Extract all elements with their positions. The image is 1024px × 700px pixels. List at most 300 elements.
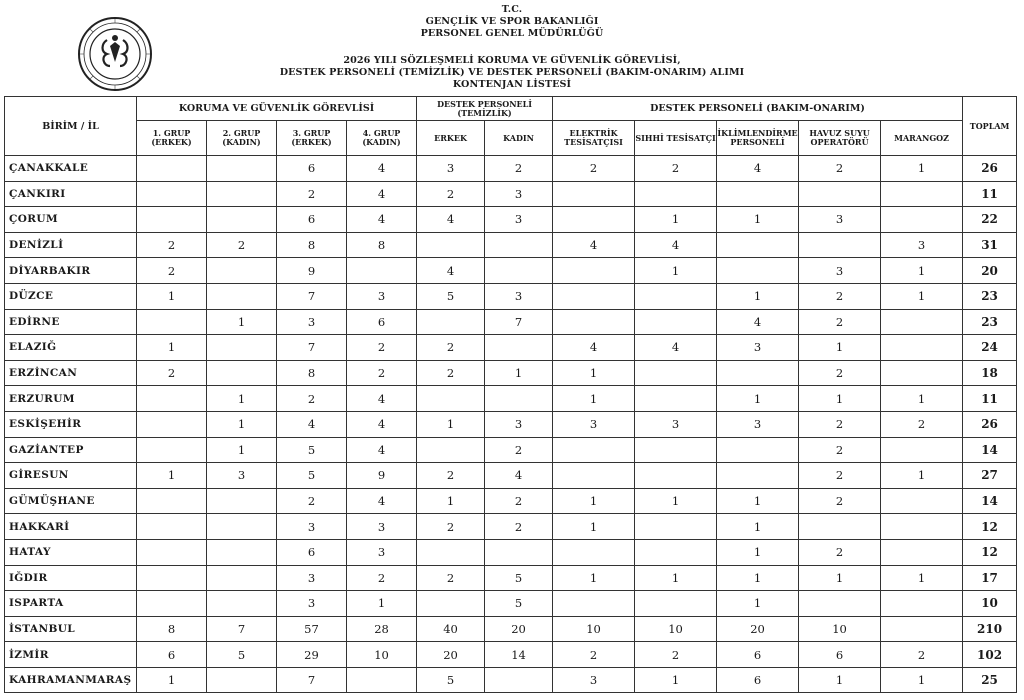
quota-cell: [881, 360, 963, 386]
quota-cell: 7: [277, 335, 347, 361]
quota-cell: 4: [717, 156, 799, 182]
quota-cell: 1: [417, 411, 485, 437]
quota-cell: [207, 565, 277, 591]
quota-cell: [207, 335, 277, 361]
row-total: 14: [963, 437, 1017, 463]
column-header: MARANGOZ: [881, 121, 963, 156]
quota-cell: 1: [553, 360, 635, 386]
quota-cell: [207, 283, 277, 309]
quota-cell: [137, 488, 207, 514]
quota-cell: [485, 386, 553, 412]
quota-cell: 4: [635, 232, 717, 258]
group-header-cleaning: DESTEK PERSONELİ (TEMİZLİK): [417, 97, 553, 121]
quota-cell: 3: [485, 283, 553, 309]
table-row: [5, 181, 1017, 207]
quota-cell: [207, 207, 277, 233]
quota-cell: 2: [799, 437, 881, 463]
quota-cell: 2: [277, 386, 347, 412]
quota-cell: [881, 335, 963, 361]
quota-cell: 9: [347, 463, 417, 489]
quota-cell: 10: [347, 642, 417, 668]
province-name: DÜZCE: [5, 283, 137, 309]
quota-cell: 2: [635, 156, 717, 182]
quota-cell: [881, 488, 963, 514]
quota-cell: 1: [137, 463, 207, 489]
quota-cell: 5: [277, 463, 347, 489]
quota-cell: 1: [485, 360, 553, 386]
quota-cell: 4: [277, 411, 347, 437]
quota-cell: 3: [485, 411, 553, 437]
quota-cell: [881, 181, 963, 207]
quota-cell: 1: [881, 283, 963, 309]
quota-cell: [553, 539, 635, 565]
quota-cell: 2: [417, 335, 485, 361]
quota-cell: [417, 539, 485, 565]
quota-cell: 6: [137, 642, 207, 668]
quota-cell: 3: [553, 667, 635, 693]
quota-cell: [717, 232, 799, 258]
quota-cell: [799, 181, 881, 207]
table-row: [5, 283, 1017, 309]
quota-cell: [881, 309, 963, 335]
row-total: 20: [963, 258, 1017, 284]
quota-cell: 2: [137, 232, 207, 258]
quota-cell: 2: [799, 463, 881, 489]
quota-cell: 2: [635, 642, 717, 668]
quota-cell: [137, 565, 207, 591]
header-line-ministry: GENÇLİK VE SPOR BAKANLIĞI: [425, 16, 599, 27]
quota-cell: [485, 539, 553, 565]
quota-cell: 3: [717, 335, 799, 361]
quota-cell: 1: [717, 565, 799, 591]
table-row: [5, 258, 1017, 284]
quota-cell: 1: [137, 283, 207, 309]
quota-cell: 4: [347, 386, 417, 412]
header-line-title-1: 2026 YILI SÖZLEŞMELİ KORUMA VE GÜVENLİK GÖREVLİSİ,: [343, 55, 681, 66]
province-name: ERZİNCAN: [5, 360, 137, 386]
row-total: 14: [963, 488, 1017, 514]
quota-cell: 2: [347, 565, 417, 591]
quota-cell: 1: [347, 591, 417, 617]
province-name: İZMİR: [5, 642, 137, 668]
quota-cell: [635, 309, 717, 335]
quota-cell: 1: [799, 335, 881, 361]
province-name: ÇANKIRI: [5, 181, 137, 207]
quota-cell: 5: [485, 591, 553, 617]
header-line-title-3: KONTENJAN LİSTESİ: [452, 79, 572, 90]
quota-cell: [207, 360, 277, 386]
quota-cell: 1: [717, 591, 799, 617]
quota-cell: 5: [277, 437, 347, 463]
quota-cell: [207, 156, 277, 182]
quota-cell: 2: [799, 360, 881, 386]
quota-cell: 10: [553, 616, 635, 642]
row-total: 23: [963, 283, 1017, 309]
quota-cell: [553, 309, 635, 335]
quota-cell: 8: [277, 232, 347, 258]
row-total: 17: [963, 565, 1017, 591]
quota-cell: 6: [717, 642, 799, 668]
province-name: ÇORUM: [5, 207, 137, 233]
quota-cell: 29: [277, 642, 347, 668]
quota-cell: [417, 386, 485, 412]
quota-cell: 1: [717, 283, 799, 309]
quota-cell: [137, 386, 207, 412]
quota-cell: [417, 591, 485, 617]
quota-cell: 1: [553, 565, 635, 591]
quota-cell: 1: [635, 258, 717, 284]
quota-cell: 3: [881, 232, 963, 258]
province-name: DENİZLİ: [5, 232, 137, 258]
quota-cell: 1: [717, 386, 799, 412]
quota-cell: [717, 181, 799, 207]
province-name: HAKKARİ: [5, 514, 137, 540]
quota-cell: 1: [635, 667, 717, 693]
quota-cell: 3: [277, 565, 347, 591]
quota-cell: 6: [799, 642, 881, 668]
quota-cell: 2: [277, 488, 347, 514]
quota-cell: [207, 514, 277, 540]
quota-cell: 6: [277, 539, 347, 565]
quota-cell: 2: [137, 258, 207, 284]
quota-cell: 8: [137, 616, 207, 642]
group-header-maintenance: DESTEK PERSONELİ (BAKIM-ONARIM): [553, 97, 963, 121]
quota-cell: [799, 232, 881, 258]
quota-cell: 2: [347, 360, 417, 386]
quota-cell: 7: [277, 667, 347, 693]
quota-cell: [553, 283, 635, 309]
quota-cell: [417, 309, 485, 335]
quota-cell: [799, 591, 881, 617]
table-row: [5, 207, 1017, 233]
province-name: IĞDIR: [5, 565, 137, 591]
quota-cell: 1: [881, 565, 963, 591]
quota-cell: [485, 667, 553, 693]
quota-cell: 2: [799, 539, 881, 565]
quota-cell: [717, 437, 799, 463]
quota-cell: 2: [417, 463, 485, 489]
quota-cell: 4: [347, 181, 417, 207]
quota-cell: 1: [207, 386, 277, 412]
row-total: 26: [963, 411, 1017, 437]
row-total: 25: [963, 667, 1017, 693]
quota-cell: 4: [347, 488, 417, 514]
quota-cell: 2: [137, 360, 207, 386]
quota-cell: 2: [417, 181, 485, 207]
quota-cell: [137, 437, 207, 463]
quota-cell: 4: [347, 156, 417, 182]
quota-cell: [717, 463, 799, 489]
quota-cell: 3: [277, 514, 347, 540]
quota-cell: [417, 232, 485, 258]
quota-cell: [485, 258, 553, 284]
quota-cell: [635, 514, 717, 540]
quota-table: [4, 96, 1017, 693]
quota-cell: 2: [799, 309, 881, 335]
quota-cell: 3: [277, 309, 347, 335]
province-name: GİRESUN: [5, 463, 137, 489]
row-total: 11: [963, 181, 1017, 207]
quota-cell: [137, 539, 207, 565]
quota-cell: 28: [347, 616, 417, 642]
quota-cell: 2: [799, 488, 881, 514]
quota-cell: [717, 258, 799, 284]
quota-cell: 5: [417, 667, 485, 693]
table-row: [5, 488, 1017, 514]
column-header: ERKEK: [417, 121, 485, 156]
quota-cell: 5: [417, 283, 485, 309]
quota-cell: 2: [799, 156, 881, 182]
quota-cell: 6: [717, 667, 799, 693]
quota-cell: 1: [717, 488, 799, 514]
quota-cell: [485, 335, 553, 361]
row-total: 23: [963, 309, 1017, 335]
table-row: [5, 232, 1017, 258]
table-row: [5, 539, 1017, 565]
header-line-tc: T.C.: [501, 4, 523, 15]
column-header: KADIN: [485, 121, 553, 156]
row-total: 12: [963, 539, 1017, 565]
row-total: 27: [963, 463, 1017, 489]
quota-cell: [635, 539, 717, 565]
quota-cell: 8: [277, 360, 347, 386]
quota-cell: 1: [137, 335, 207, 361]
quota-cell: [137, 309, 207, 335]
quota-cell: [635, 463, 717, 489]
quota-cell: 7: [207, 616, 277, 642]
province-name: EDİRNE: [5, 309, 137, 335]
quota-cell: 1: [881, 386, 963, 412]
quota-cell: 5: [207, 642, 277, 668]
quota-cell: 3: [485, 207, 553, 233]
quota-cell: [799, 514, 881, 540]
quota-cell: 4: [347, 411, 417, 437]
quota-cell: 1: [799, 386, 881, 412]
quota-cell: [553, 591, 635, 617]
quota-cell: 2: [881, 642, 963, 668]
quota-cell: 1: [635, 565, 717, 591]
quota-cell: [207, 181, 277, 207]
quota-cell: [553, 207, 635, 233]
quota-cell: [881, 207, 963, 233]
quota-cell: 1: [717, 207, 799, 233]
quota-cell: 2: [799, 283, 881, 309]
quota-cell: 9: [277, 258, 347, 284]
quota-cell: 1: [207, 309, 277, 335]
column-header: SIHHİ TESİSATÇI: [635, 121, 717, 156]
quota-cell: 2: [417, 360, 485, 386]
quota-cell: 1: [137, 667, 207, 693]
row-total: 31: [963, 232, 1017, 258]
quota-cell: [485, 232, 553, 258]
quota-cell: 2: [417, 514, 485, 540]
quota-cell: 7: [485, 309, 553, 335]
quota-cell: 14: [485, 642, 553, 668]
quota-cell: 3: [717, 411, 799, 437]
quota-cell: 1: [799, 565, 881, 591]
column-header: İKLİMLENDİRME PERSONELİ: [717, 121, 799, 156]
quota-cell: [717, 360, 799, 386]
quota-cell: 1: [881, 156, 963, 182]
quota-cell: 4: [417, 207, 485, 233]
quota-cell: 2: [485, 514, 553, 540]
quota-cell: [553, 258, 635, 284]
row-total: 102: [963, 642, 1017, 668]
quota-cell: 2: [347, 335, 417, 361]
table-row: [5, 591, 1017, 617]
quota-cell: 7: [277, 283, 347, 309]
quota-cell: [635, 437, 717, 463]
province-name: DİYARBAKIR: [5, 258, 137, 284]
quota-cell: 57: [277, 616, 347, 642]
quota-cell: [553, 181, 635, 207]
column-header: HAVUZ SUYU OPERATÖRÜ: [799, 121, 881, 156]
row-total: 24: [963, 335, 1017, 361]
quota-cell: [137, 181, 207, 207]
quota-cell: 3: [207, 463, 277, 489]
quota-cell: 2: [553, 642, 635, 668]
table-row: [5, 463, 1017, 489]
column-header: ELEKTRİK TESİSATÇISI: [553, 121, 635, 156]
quota-cell: 6: [277, 207, 347, 233]
quota-cell: 1: [553, 488, 635, 514]
quota-cell: 20: [417, 642, 485, 668]
quota-cell: [207, 539, 277, 565]
table-row: [5, 386, 1017, 412]
table-row: [5, 437, 1017, 463]
header-line-directorate: PERSONEL GENEL MÜDÜRLÜĞÜ: [420, 28, 604, 39]
quota-cell: 1: [635, 207, 717, 233]
table-row: [5, 616, 1017, 642]
quota-cell: [635, 181, 717, 207]
quota-cell: 3: [347, 283, 417, 309]
quota-cell: 6: [347, 309, 417, 335]
quota-cell: 10: [635, 616, 717, 642]
quota-cell: [347, 667, 417, 693]
quota-cell: 3: [347, 514, 417, 540]
quota-cell: [881, 437, 963, 463]
total-header: TOPLAM: [963, 97, 1017, 156]
quota-cell: 4: [347, 437, 417, 463]
column-header: 2. GRUP (KADIN): [207, 121, 277, 156]
quota-cell: [635, 386, 717, 412]
row-total: 210: [963, 616, 1017, 642]
province-name: ISPARTA: [5, 591, 137, 617]
table-row: [5, 667, 1017, 693]
row-total: 18: [963, 360, 1017, 386]
quota-cell: 6: [277, 156, 347, 182]
quota-cell: 1: [717, 514, 799, 540]
quota-cell: 1: [553, 514, 635, 540]
quota-cell: 1: [635, 488, 717, 514]
quota-cell: 4: [635, 335, 717, 361]
document-header: [0, 0, 1024, 96]
province-name: GÜMÜŞHANE: [5, 488, 137, 514]
table-row: [5, 360, 1017, 386]
quota-cell: [137, 156, 207, 182]
quota-cell: [207, 488, 277, 514]
province-name: ERZURUM: [5, 386, 137, 412]
unit-header: BİRİM / İL: [5, 97, 137, 156]
quota-cell: [635, 283, 717, 309]
quota-cell: 1: [881, 463, 963, 489]
quota-cell: 1: [553, 386, 635, 412]
quota-cell: 2: [207, 232, 277, 258]
quota-cell: [881, 591, 963, 617]
quota-cell: [881, 539, 963, 565]
table-row: [5, 309, 1017, 335]
quota-cell: 3: [553, 411, 635, 437]
row-total: 11: [963, 386, 1017, 412]
quota-cell: [417, 437, 485, 463]
province-name: ESKİŞEHİR: [5, 411, 137, 437]
quota-cell: 2: [417, 565, 485, 591]
quota-cell: 4: [717, 309, 799, 335]
row-total: 22: [963, 207, 1017, 233]
province-name: ÇANAKKALE: [5, 156, 137, 182]
group-header-security: KORUMA VE GÜVENLİK GÖREVLİSİ: [137, 97, 417, 121]
quota-cell: 2: [553, 156, 635, 182]
province-name: HATAY: [5, 539, 137, 565]
quota-cell: [881, 616, 963, 642]
quota-cell: 4: [485, 463, 553, 489]
quota-cell: 2: [485, 156, 553, 182]
quota-cell: [635, 360, 717, 386]
table-row: [5, 514, 1017, 540]
quota-cell: 2: [799, 411, 881, 437]
quota-cell: 1: [881, 667, 963, 693]
table-row: [5, 411, 1017, 437]
table-row: [5, 156, 1017, 182]
quota-cell: [207, 667, 277, 693]
quota-cell: 4: [553, 335, 635, 361]
quota-cell: 3: [635, 411, 717, 437]
quota-cell: [137, 514, 207, 540]
header-line-title-2: DESTEK PERSONELİ (TEMİZLİK) VE DESTEK PERSONELİ (BAKIM-ONARIM) ALIMI: [279, 67, 745, 78]
province-name: KAHRAMANMARAŞ: [5, 667, 137, 693]
quota-cell: 4: [553, 232, 635, 258]
quota-cell: 1: [799, 667, 881, 693]
quota-cell: 2: [277, 181, 347, 207]
quota-cell: 3: [347, 539, 417, 565]
quota-cell: 3: [277, 591, 347, 617]
quota-cell: 3: [485, 181, 553, 207]
quota-cell: [207, 591, 277, 617]
column-header: 4. GRUP (KADIN): [347, 121, 417, 156]
quota-cell: [881, 514, 963, 540]
quota-cell: 3: [799, 258, 881, 284]
quota-cell: 4: [417, 258, 485, 284]
province-name: ELAZIĞ: [5, 335, 137, 361]
table-row: [5, 335, 1017, 361]
quota-cell: 1: [417, 488, 485, 514]
quota-cell: 3: [799, 207, 881, 233]
province-name: GAZİANTEP: [5, 437, 137, 463]
quota-cell: [137, 591, 207, 617]
column-header: 3. GRUP (ERKEK): [277, 121, 347, 156]
quota-cell: 10: [799, 616, 881, 642]
quota-cell: 1: [207, 411, 277, 437]
quota-cell: 8: [347, 232, 417, 258]
quota-cell: [347, 258, 417, 284]
row-total: 26: [963, 156, 1017, 182]
quota-cell: 1: [207, 437, 277, 463]
quota-cell: [553, 437, 635, 463]
table-row: [5, 642, 1017, 668]
quota-cell: [207, 258, 277, 284]
quota-cell: [137, 411, 207, 437]
table-row: [5, 565, 1017, 591]
